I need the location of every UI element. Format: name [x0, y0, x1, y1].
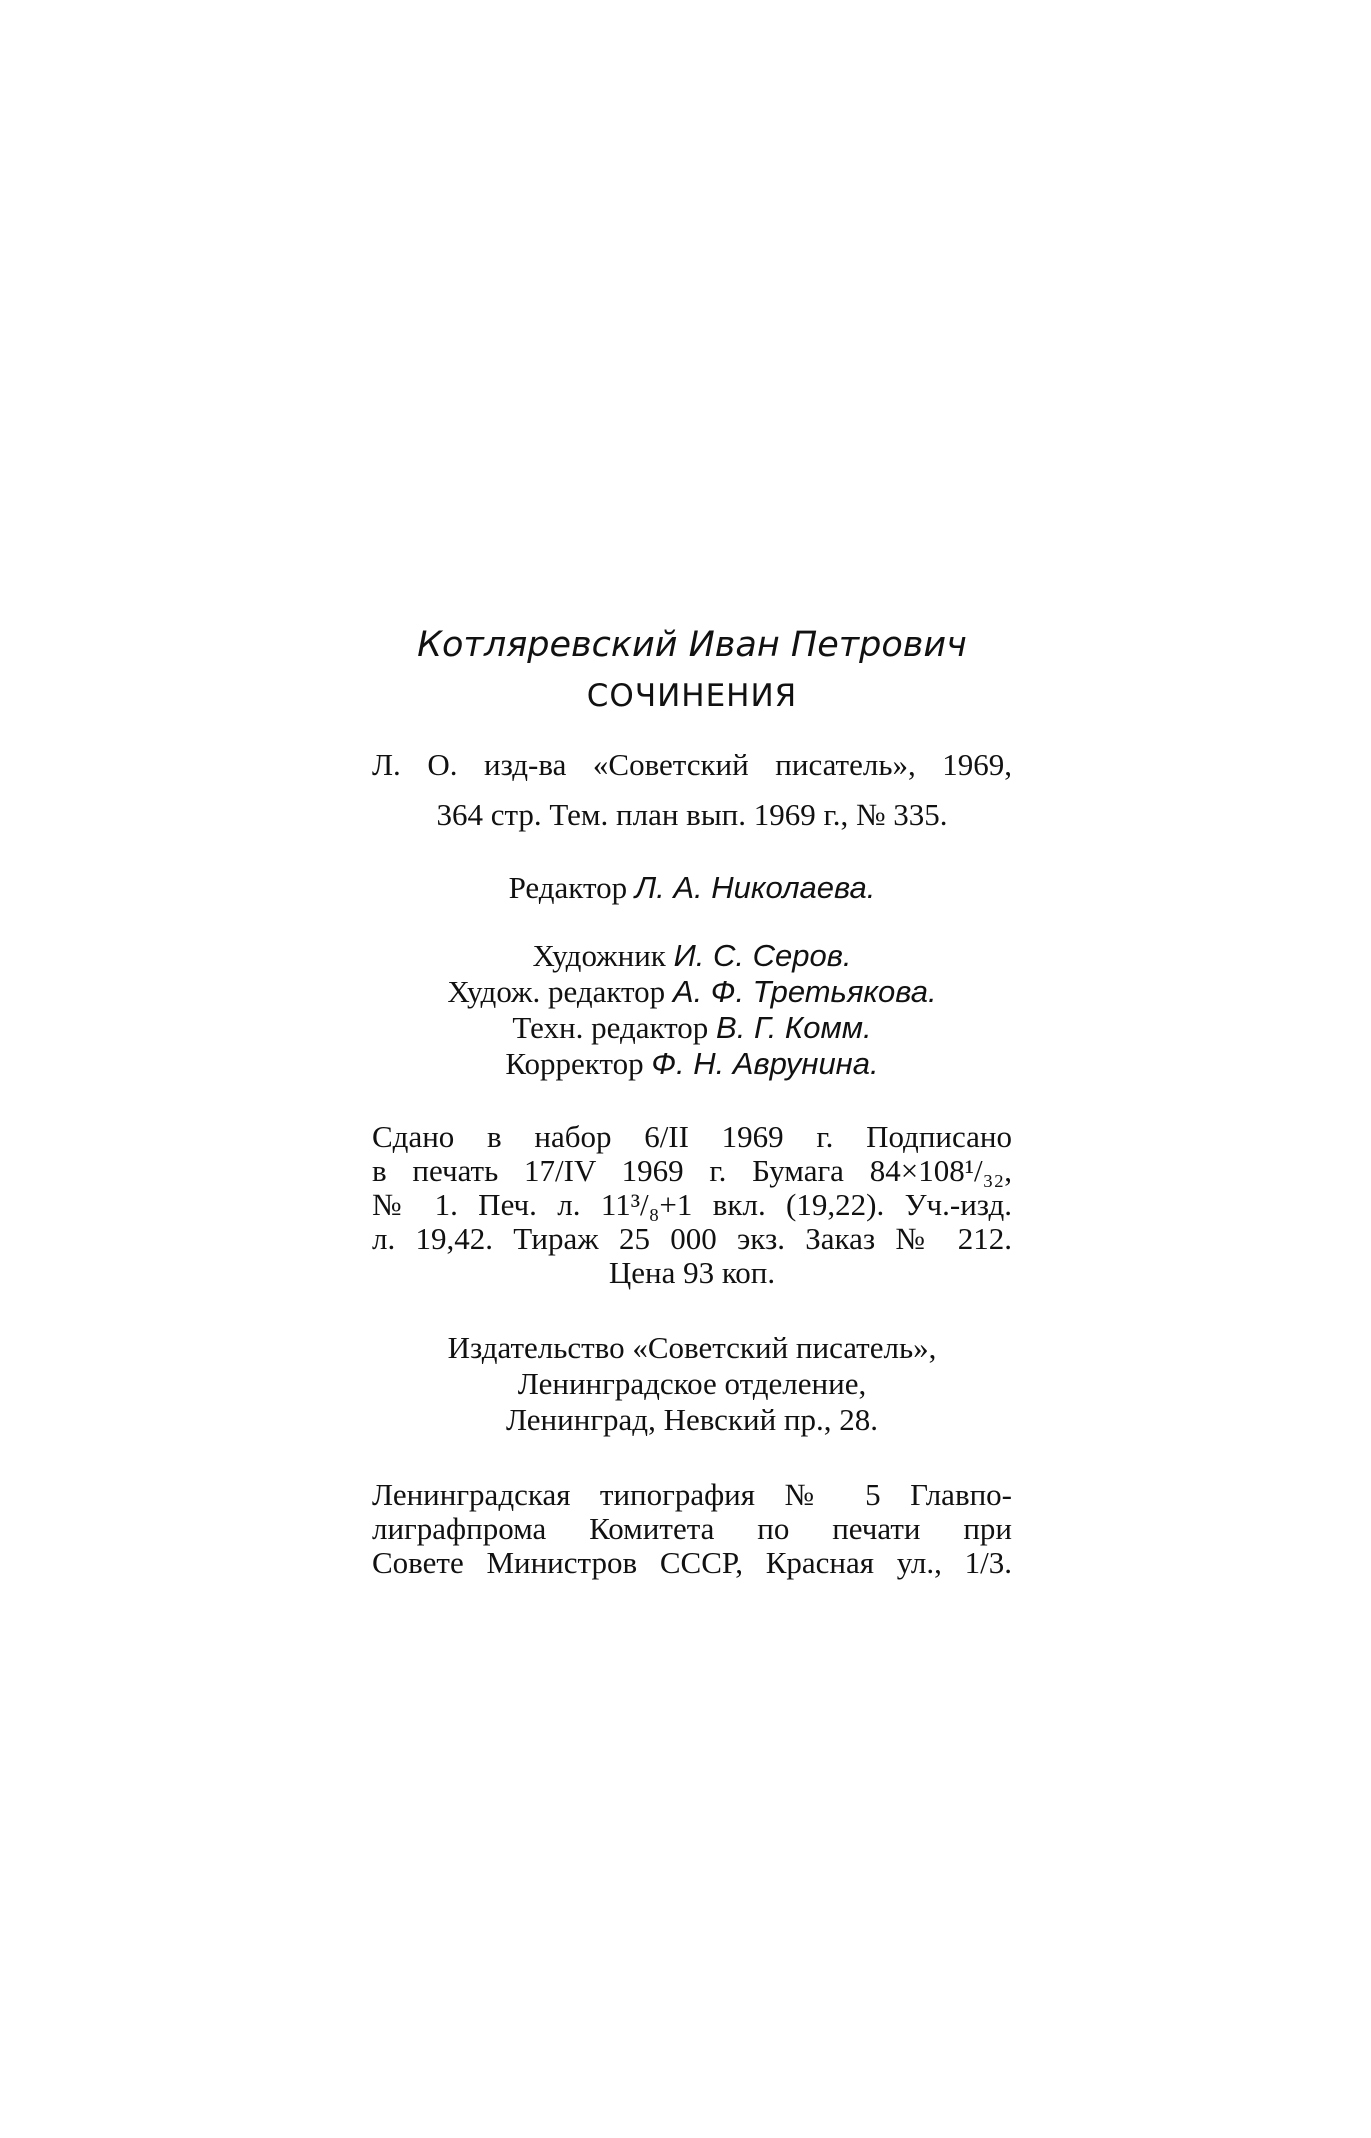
publisher-line: Ленинград, Невский пр., 28. [505, 1402, 879, 1437]
editor-label: Редактор [508, 870, 628, 905]
credit-name: А. Ф. Третьякова. [672, 974, 937, 1009]
credit-name: В. Г. Комм. [716, 1010, 872, 1045]
author-name: Котлярeвский Иван Петрович [417, 625, 967, 665]
credit-line [372, 974, 1012, 1010]
credit-line [372, 1010, 1012, 1046]
print-line: № 1. Печ. л. 11³/₈+1 вкл. (19,22). Уч.-изд. [372, 1187, 1012, 1222]
publisher-info [372, 1330, 1012, 1438]
credit-label: Техн. редактор [512, 1010, 709, 1045]
publication-line: Л. О. изд-ва «Советский писатель», 1969, [372, 747, 1012, 782]
printer-info [372, 1478, 1012, 1580]
printer-line: лиграфпрома Комитета по печати при [372, 1511, 1012, 1546]
book-title: СОЧИНЕНИЯ [586, 678, 798, 714]
printer-line: Совете Министров СССР, Красная ул., 1/3. [372, 1545, 1012, 1580]
credit-name: Ф. Н. Аврунина. [651, 1046, 879, 1081]
publication-info [372, 740, 1012, 840]
editor-name: Л. А. Николаева. [634, 870, 876, 905]
credit-line [372, 1046, 1012, 1082]
credit-label: Корректор [505, 1046, 644, 1081]
credit-label: Худож. редактор [447, 974, 666, 1009]
credit-label: Художник [532, 938, 666, 973]
editor-credit [372, 866, 1012, 910]
price: Цена 93 коп. [608, 1255, 776, 1290]
print-line: Сдано в набор 6/II 1969 г. Подписано [372, 1119, 1012, 1154]
credit-name: И. С. Серов. [673, 938, 852, 973]
publication-line: 364 стр. Тем. план вып. 1969 г., № 335. [436, 797, 948, 832]
credits-list [372, 938, 1012, 1082]
print-line: в печать 17/IV 1969 г. Бумага 84×108¹/₃₂, [372, 1153, 1012, 1188]
print-line: л. 19,42. Тираж 25 000 экз. Заказ № 212. [372, 1221, 1012, 1256]
credit-line [372, 938, 1012, 974]
colophon [372, 622, 1012, 1580]
publisher-line: Издательство «Советский писатель», [447, 1330, 937, 1365]
publisher-line: Ленинградское отделение, [517, 1366, 867, 1401]
print-details [372, 1120, 1012, 1290]
printer-line: Ленинградская типография № 5 Главпо- [372, 1477, 1012, 1512]
